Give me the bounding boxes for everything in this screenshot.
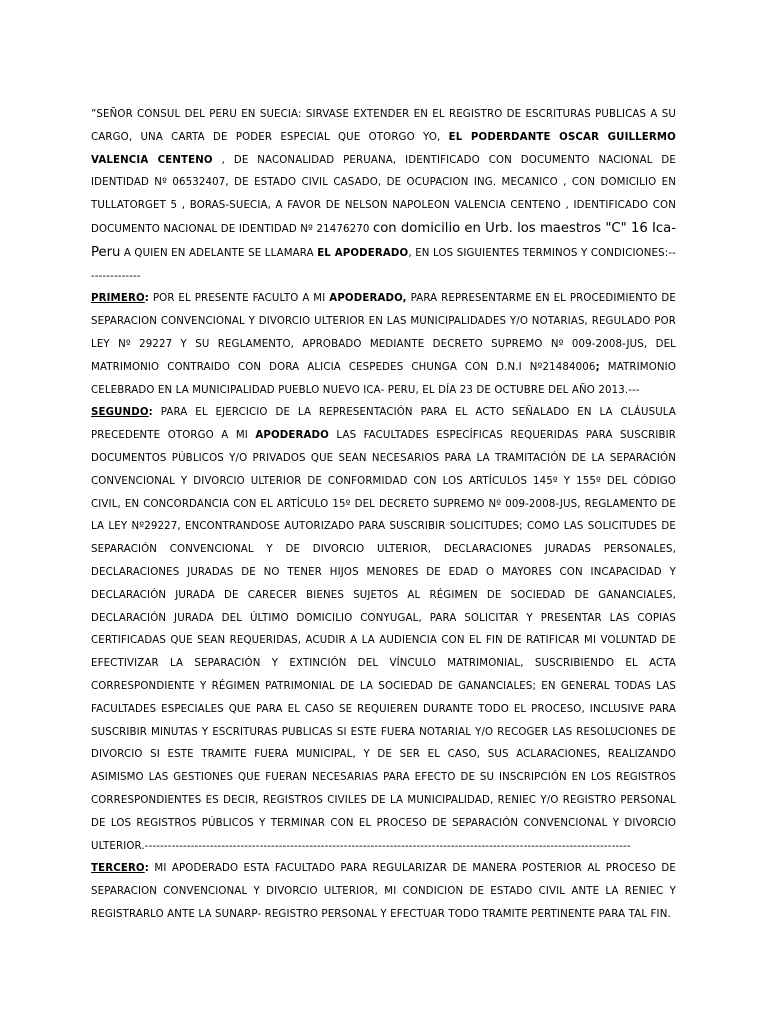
clause-label-segundo: SEGUNDO <box>91 407 149 419</box>
poderdante-name: EL PODERDANTE OSCAR GUILLERMO VALENCIA CENTENO <box>91 131 676 166</box>
intro-paragraph <box>91 104 676 288</box>
domicilio-text: con domicilio en Urb. los maestros "C" 16 Ica-Peru <box>91 220 676 260</box>
clause-colon: : <box>148 407 153 419</box>
clause-label-primero: PRIMERO <box>91 293 145 305</box>
tercero-text-1: MI APODERADO ESTA FACULTADO PARA REGULARIZAR DE MANERA POSTERIOR AL PROCESO DE SEPARACION CONVENCIONAL Y DIVORCIO ULTERIOR, MI CONDICION DE ESTADO CIVIL ANTE LA RENIEC Y REGISTRARLO ANTE LA SUNARP- REGISTRO PERSONAL Y EFECTUAR TODO TRAMITE PERTINENTE PARA TAL FIN. <box>91 863 676 920</box>
intro-text-3: A QUIEN EN ADELANTE SE LLAMARA <box>120 247 318 259</box>
segundo-apoderado: APODERADO <box>255 430 329 442</box>
clause-primero <box>91 288 676 402</box>
clause-colon: : <box>144 293 149 305</box>
clause-tercero <box>91 858 676 926</box>
primero-apoderado: APODERADO, <box>329 293 407 305</box>
apoderado-term: EL APODERADO <box>317 247 409 259</box>
document-body <box>91 104 676 927</box>
segundo-text-2: LAS FACULTADES ESPECÍFICAS REQUERIDAS PARA SUSCRIBIR DOCUMENTOS PÚBLICOS Y/O PRIVADOS QUE SEAN NECESARIOS PARA LA TRAMITACIÓN DE LA SEPARACIÓN CONVENCIONAL Y DIVORCIO ULTERIOR DE CONFORMIDAD CON LOS ARTÍCULOS 145º Y 155º DEL CÓDIGO CIVIL, EN CONCORDANCIA CON EL ARTÍCULO 15º DEL DECRETO SUPREMO Nº 009-2008-JUS, REGLAMENTO DE LA LEY Nº29227, ENCONTRANDOSE AUTORIZADO PARA SUSCRIBIR SOLICITUDES; COMO LAS SOLICITUDES DE SEPARACIÓN CONVENCIONAL Y DE DIVORCIO ULTERIOR, DECLARACIONES JURADAS PERSONALES, DECLARACIONES JURADAS DE NO TENER HIJOS MENORES DE EDAD O MAYORES CON INCAPACIDAD Y DECLARACIÓN JURADA DE CARECER BIENES SUJETOS AL RÉGIMEN DE SOCIEDAD DE GANANCIALES, DECLARACIÓN JURADA DEL ÚLTIMO DOMICILIO CONYUGAL, PARA SOLICITAR Y PRESENTAR LAS COPIAS CERTIFICADAS QUE SEAN REQUERIDAS, ACUDIR A LA AUDIENCIA CON EL FIN DE RATIFICAR MI VOLUNTAD DE EFECTIVIZAR LA SEPARACIÓN Y EXTINCIÓN DEL VÍNCULO MATRIMONIAL, SUSCRIBIENDO EL ACTA CORRESPONDIENTE Y RÉGIMEN PATRIMONIAL DE LA SOCIEDAD DE GANANCIALES; EN GENERAL TODAS LAS FACULTADES ESPECIALES QUE PARA EL CASO SE REQUIEREN DURANTE TODO EL PROCESO, INCLUSIVE PARA SUSCRIBIR MINUTAS Y ESCRITURAS PUBLICAS SI ESTE FUERA NOTARIAL Y/O RECOGER LAS RESOLUCIONES DE DIVORCIO SI ESTE TRAMITE FUERA MUNICIPAL, Y DE SER EL CASO, SUS ACLARACIONES, REALIZANDO ASIMISMO LAS GESTIONES QUE FUERAN NECESARIAS PARA EFECTO DE SU INSCRIPCIÓN EN LOS REGISTROS CORRESPONDIENTES ES DECIR, REGISTROS CIVILES DE LA MUNICIPALIDAD, RENIEC Y/O REGISTRO PERSONAL DE LOS REGISTROS PÚBLICOS Y TERMINAR CON EL PROCESO DE SEPARACIÓN CONVENCIONAL Y DIVORCIO ULTERIOR.------------------------------------------------------------------------------------------------------------------------------- <box>91 430 676 852</box>
primero-text-2: PARA REPRESENTARME EN EL PROCEDIMIENTO DE SEPARACION CONVENCIONAL Y DIVORCIO ULTERIOR EN LAS MUNICIPALIDADES Y/O NOTARIAS, REGULADO POR LEY Nº 29227 Y SU REGLAMENTO, APROBADO MEDIANTE DECRETO SUPREMO Nº 009-2008-JUS, DEL MATRIMONIO CONTRAIDO CON DORA ALICIA CESPEDES CHUNGA CON D.N.I Nº21484006 <box>91 293 676 373</box>
segundo-text-1: PARA EL EJERCICIO DE LA REPRESENTACIÓN PARA EL ACTO SEÑALADO EN LA CLÁUSULA PRECEDENTE OTORGO A MI <box>91 407 676 442</box>
clause-segundo <box>91 402 676 858</box>
clause-label-tercero: TERCERO <box>91 863 145 875</box>
clause-colon: : <box>144 863 149 875</box>
primero-text-1: POR EL PRESENTE FACULTO A MI <box>149 293 330 305</box>
intro-text-2: , DE NACONALIDAD PERUANA, IDENTIFICADO CON DOCUMENTO NACIONAL DE IDENTIDAD Nº 06532407, DE ESTADO CIVIL CASADO, DE OCUPACION ING. MECANICO , CON DOMICILIO EN TULLATORGET 5 , BORAS-SUECIA, A FAVOR DE NELSON NAPOLEON VALENCIA CENTENO , IDENTIFICADO CON DOCUMENTO NACIONAL DE IDENTIDAD Nº 21476270 <box>91 154 676 235</box>
primero-semicolon: ; <box>595 361 600 373</box>
primero-text-3: MATRIMONIO CELEBRADO EN LA MUNICIPALIDAD PUEBLO NUEVO ICA- PERU, EL DÍA 23 DE OCTUBRE DEL AÑO 2013.--- <box>91 361 676 396</box>
intro-text-1: ”SEÑOR CONSUL DEL PERU EN SUECIA: SIRVASE EXTENDER EN EL REGISTRO DE ESCRITURAS PUBLICAS A SU CARGO, UNA CARTA DE PODER ESPECIAL QUE OTORGO YO, <box>91 109 676 143</box>
intro-text-4: , EN LOS SIGUIENTES TERMINOS Y CONDICIONES:--------------- <box>91 247 676 282</box>
